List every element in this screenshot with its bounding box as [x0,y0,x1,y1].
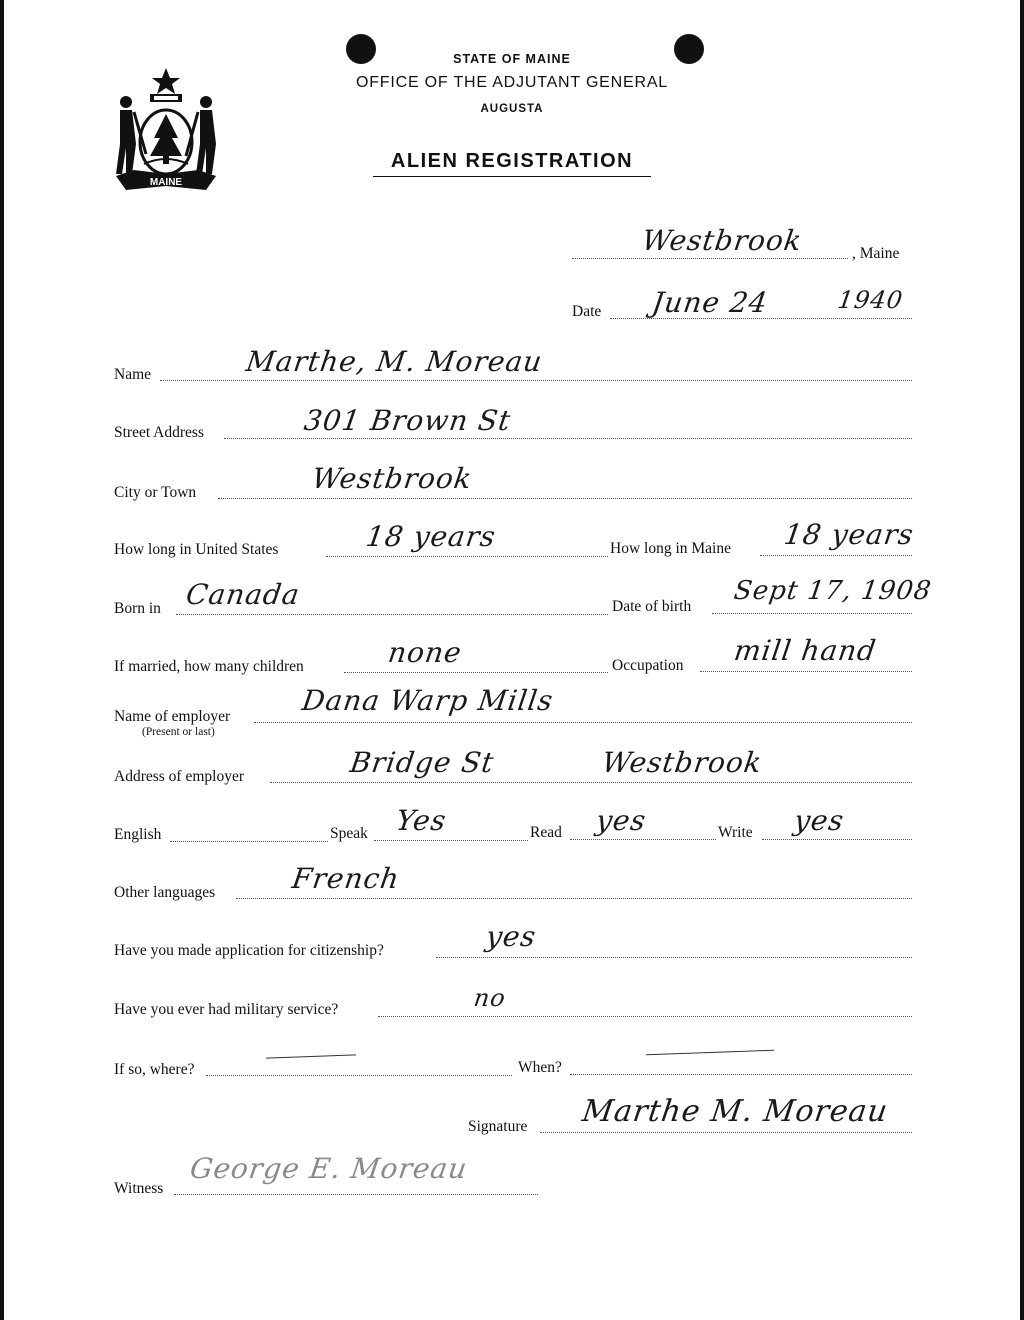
witness-line [174,1194,538,1195]
english-line [170,841,328,842]
title-underline [373,176,651,177]
city-line [218,498,912,499]
place-suffix-label: , Maine [852,245,900,262]
form-title: ALIEN REGISTRATION [390,150,634,172]
how-long-maine-entry[interactable]: 18 years [782,518,917,551]
svg-text:MAINE: MAINE [149,177,183,188]
occupation-label: Occupation [612,657,684,674]
office-heading: OFFICE OF THE ADJUTANT GENERAL [355,74,669,91]
english-label: English [114,826,162,843]
speak-line [374,840,528,841]
where-line [206,1075,512,1076]
date-month-day-entry[interactable]: June 24 [650,286,771,319]
occupation-line [700,671,912,672]
date-of-birth-entry[interactable]: Sept 17, 1908 [732,576,934,606]
street-address-entry[interactable]: 301 Brown St [302,404,514,437]
witness-entry[interactable]: George E. Moreau [188,1152,470,1185]
city-entry[interactable]: Westbrook [310,462,475,495]
name-line [160,380,912,381]
military-service-entry[interactable]: no [472,984,508,1012]
date-of-birth-line [712,613,912,614]
signature-label: Signature [468,1118,528,1135]
how-long-maine-line [760,555,912,556]
write-label: Write [718,824,753,841]
citizenship-line [436,957,912,958]
speak-label: Speak [330,825,368,842]
signature-line [540,1132,912,1133]
how-long-us-label: How long in United States [114,541,279,558]
date-label: Date [572,303,602,320]
occupation-entry[interactable]: mill hand [732,634,879,667]
date-year-entry[interactable]: 1940 [836,286,906,314]
read-entry[interactable]: yes [594,804,649,837]
employer-city-entry[interactable]: Westbrook [600,746,765,779]
where-label: If so, where? [114,1061,195,1078]
born-in-entry[interactable]: Canada [184,578,303,611]
how-long-maine-label: How long in Maine [610,540,731,557]
how-long-us-entry[interactable]: 18 years [364,520,499,553]
employer-entry[interactable]: Dana Warp Mills [300,684,556,717]
military-service-label: Have you ever had military service? [114,1001,339,1018]
military-service-line [378,1016,912,1017]
read-label: Read [530,824,562,841]
signature-entry[interactable]: Marthe M. Moreau [580,1094,891,1129]
read-line [570,839,716,840]
employer-address-line [270,782,912,783]
children-line [344,672,608,673]
citizenship-entry[interactable]: yes [484,920,539,953]
when-label: When? [518,1059,562,1076]
city-label: City or Town [114,484,197,501]
employer-line [254,722,912,723]
when-line [570,1074,912,1075]
street-address-label: Street Address [114,424,204,441]
other-languages-label: Other languages [114,884,216,901]
children-entry[interactable]: none [386,636,465,669]
other-languages-entry[interactable]: French [290,862,402,895]
children-label: If married, how many children [114,658,304,675]
how-long-us-line [326,556,608,557]
date-of-birth-label: Date of birth [612,598,692,615]
name-entry[interactable]: Marthe, M. Moreau [244,345,545,378]
place-entry[interactable]: Westbrook [640,224,805,257]
write-line [762,839,912,840]
speak-entry[interactable]: Yes [394,804,449,837]
employer-address-label: Address of employer [114,768,244,785]
street-address-line [224,438,912,439]
place-line [572,258,848,259]
city-heading: AUGUSTA [480,103,544,115]
born-in-line [176,614,608,615]
employer-label: Name of employer [114,708,231,725]
write-entry[interactable]: yes [792,804,847,837]
employer-street-entry[interactable]: Bridge St [348,746,497,779]
employer-note: (Present or last) [142,726,215,738]
other-languages-line [236,898,912,899]
citizenship-label: Have you made application for citizenship? [114,942,384,959]
witness-label: Witness [114,1180,164,1197]
born-in-label: Born in [114,600,161,617]
state-heading: STATE OF MAINE [453,52,571,66]
name-label: Name [114,366,152,383]
